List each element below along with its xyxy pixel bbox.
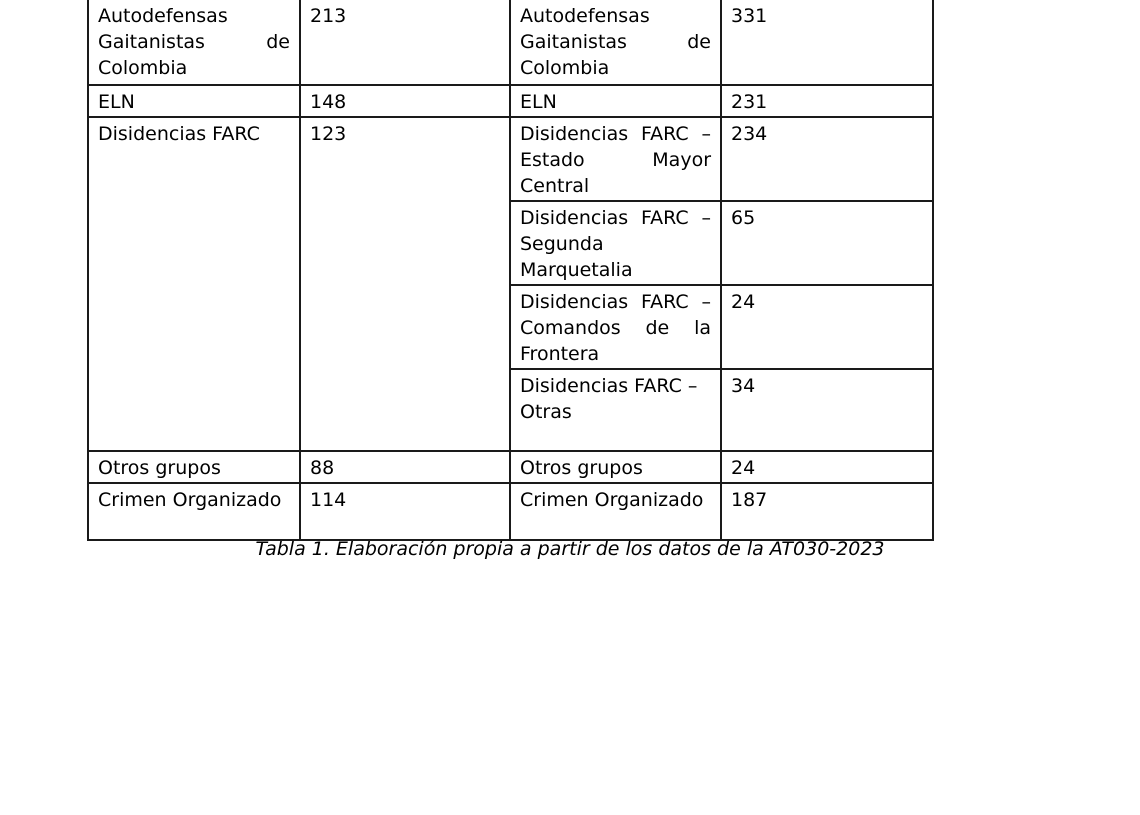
armed-groups-table [87,0,934,541]
left-group-cell: Disidencias FARC [88,117,300,451]
right-value-cell: 187 [721,483,933,540]
right-group-line-2: Otras [520,401,572,423]
right-group-cell: ELN [510,85,721,117]
right-value-cell: 24 [721,285,933,369]
right-group-cell: Otros grupos [510,451,721,483]
right-value-cell: 231 [721,85,933,117]
right-group-cell: Disidencias FARC – Estado Mayor Central [510,117,721,201]
table-row [88,0,933,85]
left-group-cell: Autodefensas Gaitanistas de Colombia [88,0,300,85]
right-group-cell [510,369,721,451]
left-group-cell: Otros grupos [88,451,300,483]
table-row [88,117,933,201]
right-group-line-1: Disidencias FARC – [520,375,698,397]
left-value-cell: 213 [300,0,510,85]
right-value-cell: 65 [721,201,933,285]
right-value-cell: 24 [721,451,933,483]
table-row [88,85,933,117]
left-value-cell: 88 [300,451,510,483]
left-value-cell: 148 [300,85,510,117]
table-row [88,451,933,483]
right-value-cell: 34 [721,369,933,451]
left-value-cell: 123 [300,117,510,451]
left-group-cell: ELN [88,85,300,117]
table-caption: Tabla 1. Elaboración propia a partir de los datos de la AT030-2023 [255,538,885,560]
right-value-cell: 331 [721,0,933,85]
left-group-cell: Crimen Organizado [88,483,300,540]
right-group-cell: Crimen Organizado [510,483,721,540]
right-group-cell: Disidencias FARC – Segunda Marquetalia [510,201,721,285]
left-value-cell: 114 [300,483,510,540]
right-value-cell: 234 [721,117,933,201]
table-row [88,483,933,540]
right-group-cell: Disidencias FARC – Comandos de la Frontera [510,285,721,369]
right-group-cell: Autodefensas Gaitanistas de Colombia [510,0,721,85]
